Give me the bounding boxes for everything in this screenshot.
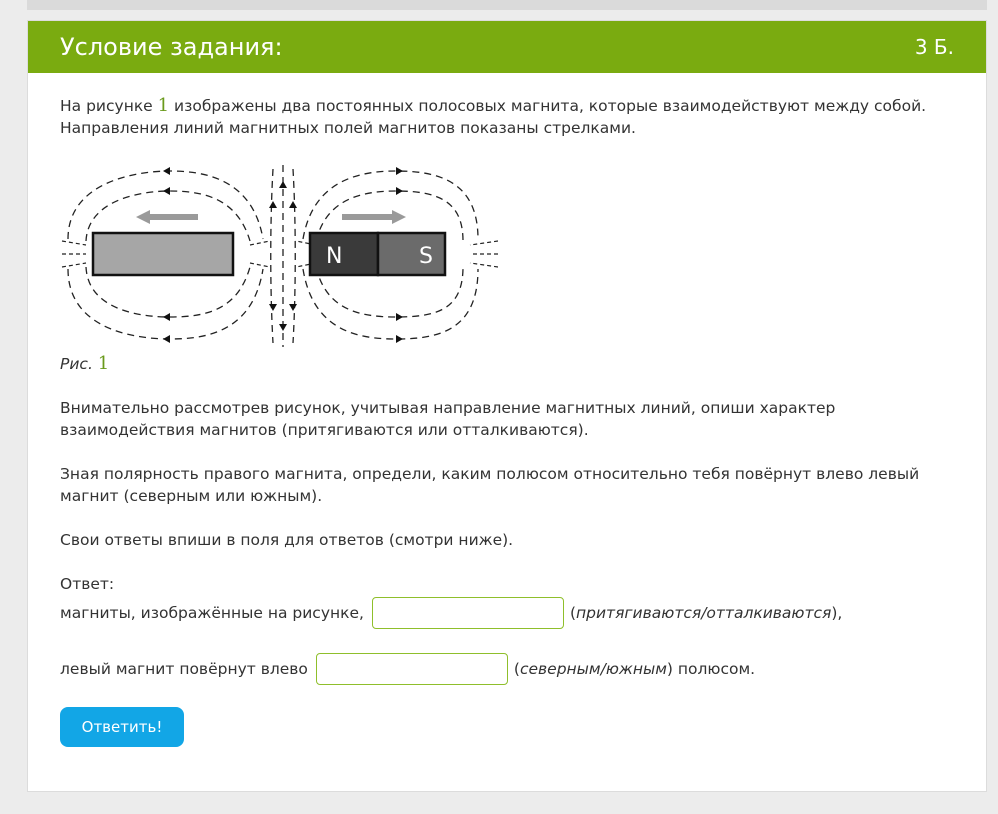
south-label: S	[419, 244, 433, 269]
submit-button[interactable]: Ответить!	[60, 707, 184, 747]
right-magnet-south	[378, 233, 445, 275]
answer-label: Ответ:	[60, 575, 115, 593]
intro-text: На рисунке 1 изображены два постоянных полосовых магнита, которые взаимодействуют между собой. Направления линий магнитных полей магнитов показаны стрелками.	[60, 95, 927, 137]
pole-hint: (северным/южным) полюсом.	[513, 660, 756, 678]
magnetic-field-diagram	[58, 161, 498, 351]
answer-line-2: левый магнит повёрнут влево (северным/южным) полюсом.	[60, 651, 954, 687]
top-bar	[27, 0, 987, 10]
task-title: Условие задания:	[60, 33, 283, 61]
answer-line-1: магниты, изображённые на рисунке, (притягиваются/отталкиваются),	[60, 595, 954, 631]
figure-caption: Рис. 1	[60, 353, 110, 374]
field-line	[271, 169, 273, 343]
right-magnet-north	[310, 233, 378, 275]
task-content	[28, 73, 986, 747]
field-line	[68, 269, 263, 339]
task-card	[27, 20, 987, 792]
field-line	[293, 169, 295, 343]
field-line	[68, 171, 263, 239]
left-magnet	[93, 233, 233, 275]
question-1: Внимательно рассмотрев рисунок, учитывая направление магнитных линий, опиши характер взаимодействия магнитов (притягиваются или отталкиваются).	[60, 399, 836, 439]
instruction: Свои ответы впиши в поля для ответов (смотри ниже).	[60, 531, 514, 549]
task-points: 3 Б.	[914, 35, 954, 59]
north-label: N	[326, 244, 343, 269]
magnets-figure	[58, 161, 498, 351]
field-line	[303, 269, 478, 339]
question-2: Зная полярность правого магнита, определи, каким полюсом относительно тебя повёрнут влево левый магнит (северным или южным).	[60, 465, 920, 505]
pole-answer-input[interactable]	[316, 653, 508, 685]
left-direction-arrow	[136, 210, 198, 224]
interaction-answer-input[interactable]	[372, 597, 564, 629]
field-line	[303, 171, 478, 239]
right-direction-arrow	[342, 210, 406, 224]
task-header	[28, 21, 986, 73]
figure-ref: 1	[157, 95, 170, 116]
interaction-hint: (притягиваются/отталкиваются),	[569, 604, 843, 622]
